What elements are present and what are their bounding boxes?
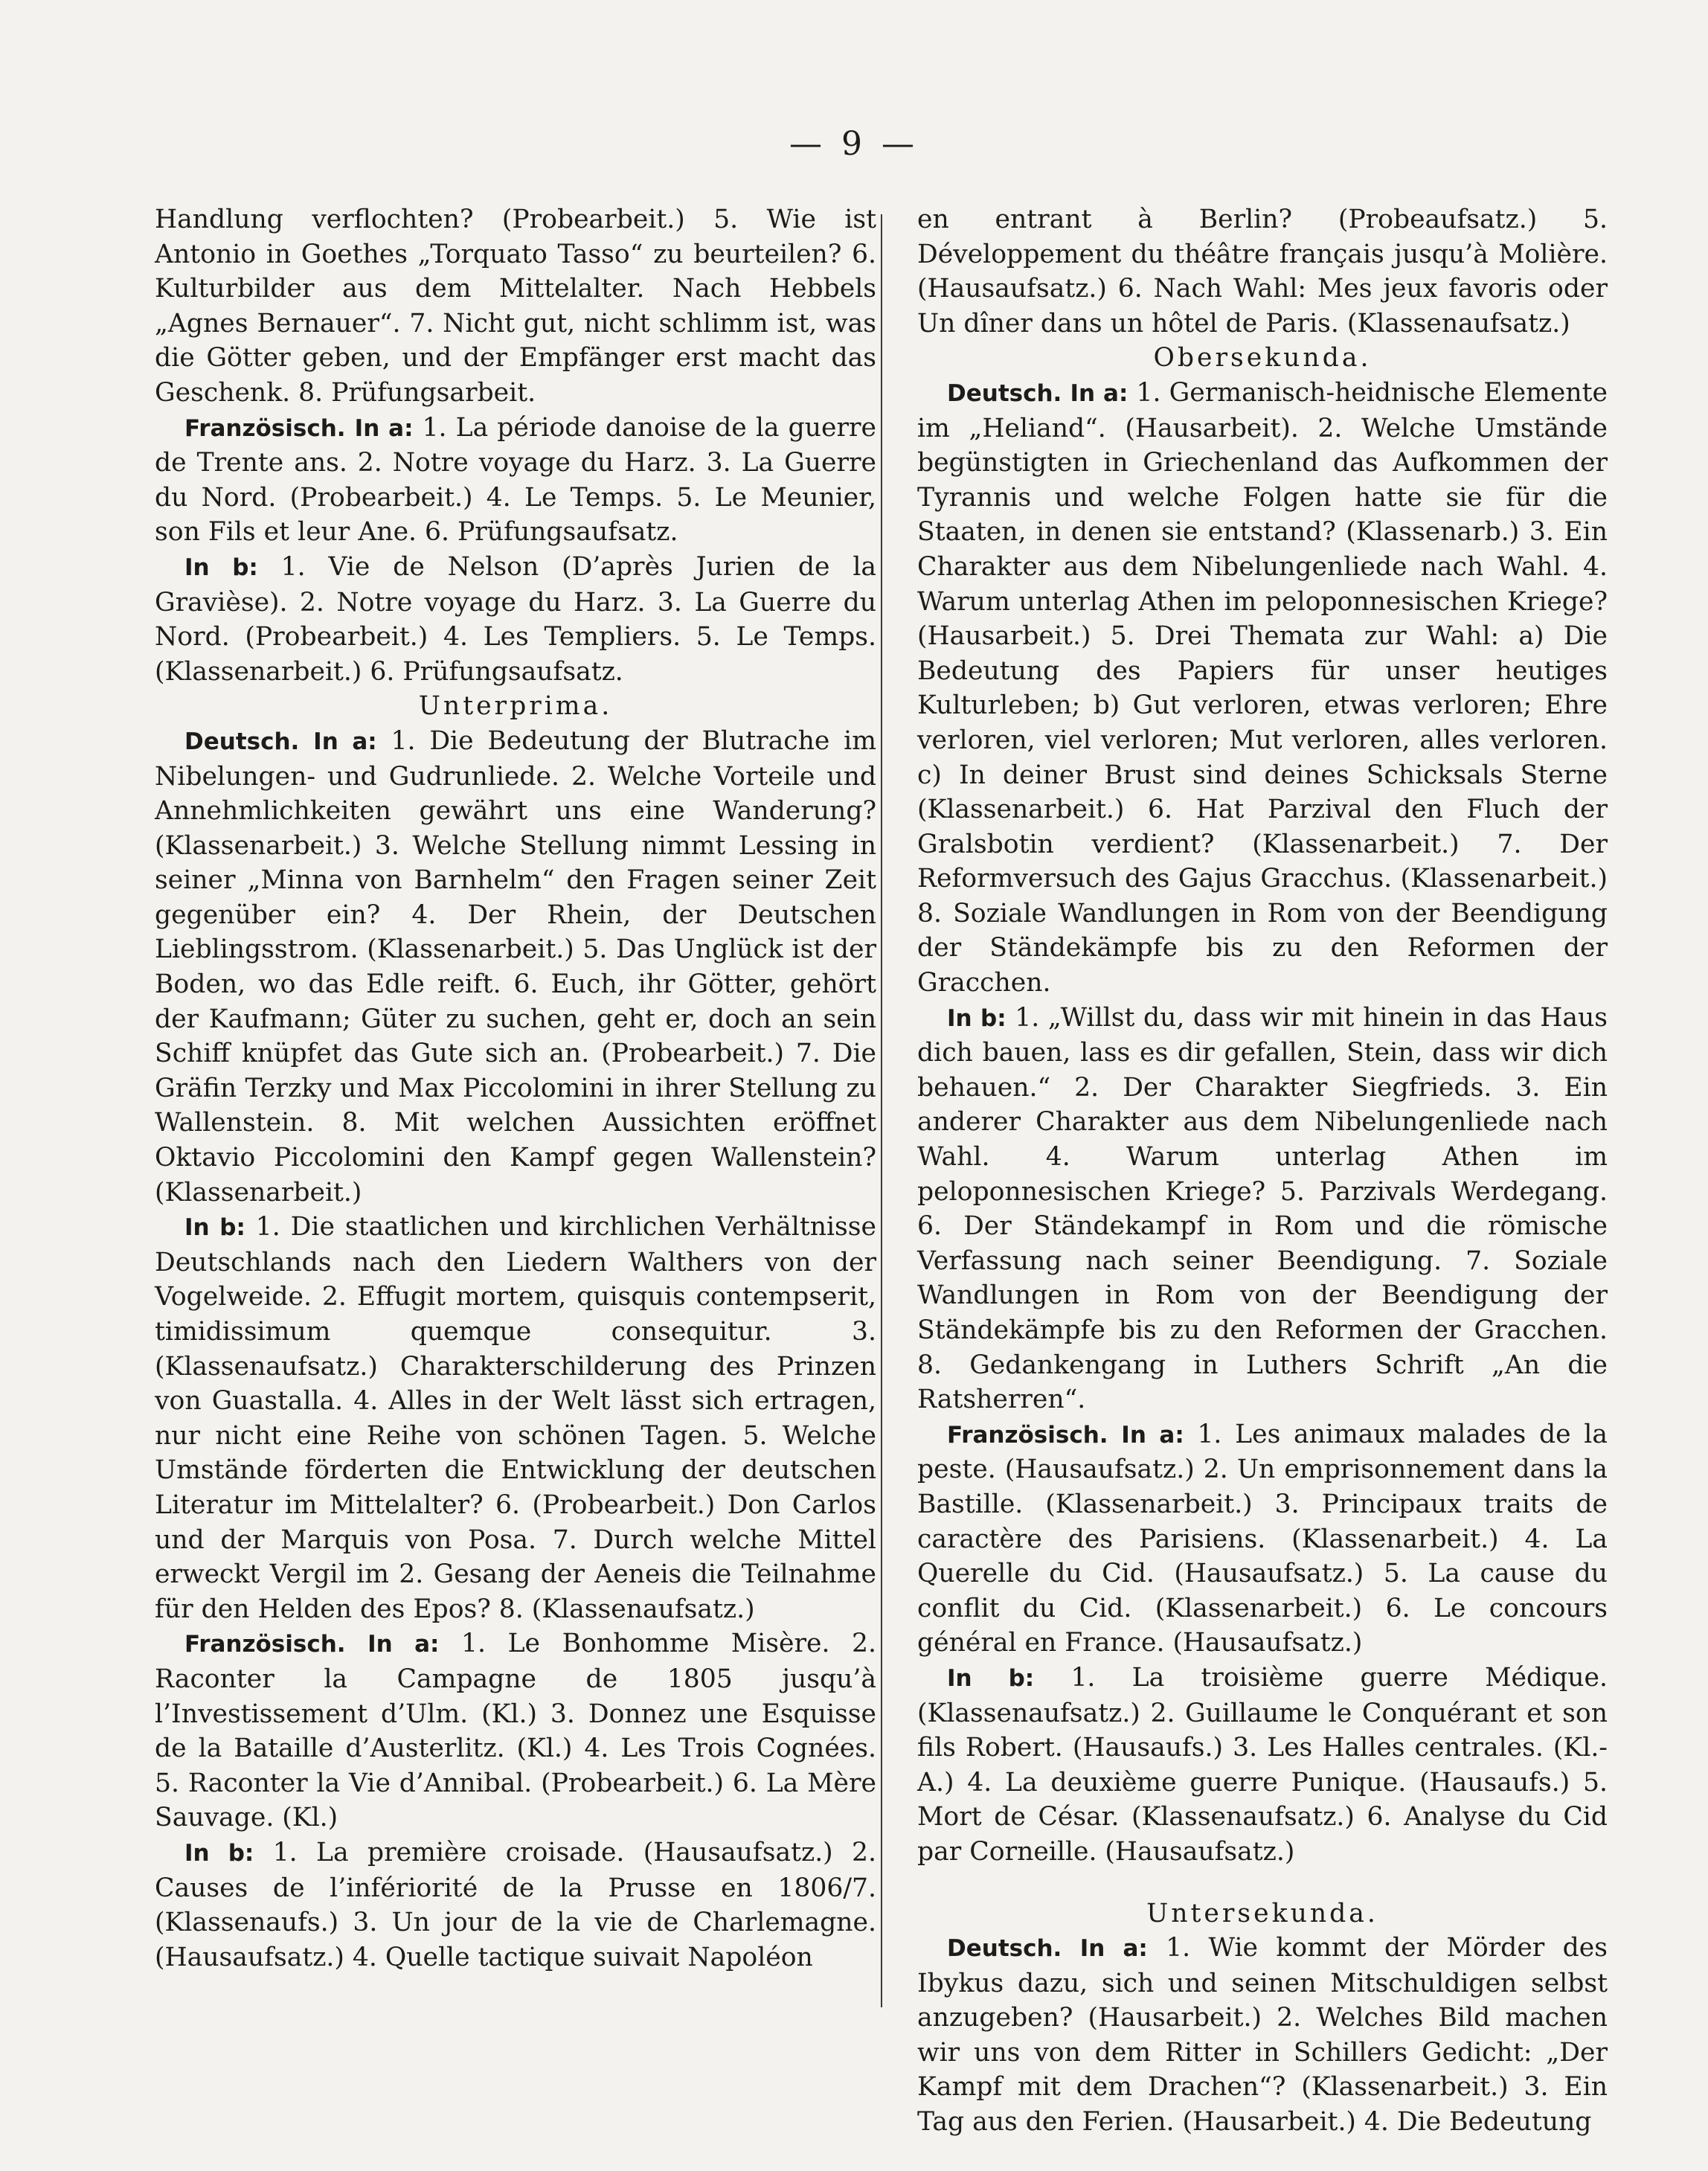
section-label: In b: (184, 554, 258, 581)
paragraph-text: 1. Le Bonhomme Misère. 2. Raconter la Campagne de 1805 jusqu’à l’Investissement d’Ulm. (Kl.) 3. Donnez une Esquisse de la Bataille d’Austerlitz. (Kl.) 4. Les Trois Cognées. 5. Raconter la Vie d’Annibal. (Probearbeit.) 6. La Mère Sauvage. (Kl.) (155, 1629, 876, 1833)
section-label: In a: (367, 1631, 440, 1658)
paragraph (155, 1210, 876, 1626)
section-label: In a: (1070, 379, 1128, 407)
spacer (917, 1870, 1608, 1896)
section-label: In b: (947, 1664, 1035, 1692)
class-heading: Obersekunda. (1153, 343, 1372, 373)
subject-label: Französisch. (184, 1631, 346, 1658)
class-heading: Untersekunda. (1146, 1898, 1378, 1928)
subject-label: Deutsch. (947, 1935, 1062, 1963)
paragraph (155, 411, 876, 550)
subject-label: Deutsch. (184, 728, 300, 755)
left-column (155, 202, 876, 1975)
paragraph (155, 550, 876, 689)
paragraph-text: 1. La première croisade. (Hausaufsatz.) 2. Causes de l’infériorité de la Prusse en 1806/7. (Klassenaufs.) 3. Un jour de la vie de Charlemagne. (Hausaufsatz.) 4. Quelle tactique suivait Napoléon (155, 1837, 876, 1972)
paragraph-text: 1. La troisième guerre Médique. (Klassenaufsatz.) 2. Guillaume le Conquérant et son fils Robert. (Hausaufs.) 3. Les Halles centrales. (Kl.-A.) 4. La deuxième guerre Punique. (Hausaufs.) 5. Mort de César. (Klassenaufsatz.) 6. Analyse du Cid par Corneille. (Hausaufsatz.) (917, 1662, 1608, 1867)
subject-label: Deutsch. (947, 379, 1062, 407)
subject-label: Französisch. (184, 414, 346, 442)
paragraph (917, 1001, 1608, 1417)
paragraph (155, 1835, 876, 1975)
paragraph: Handlung verflochten? (Probearbeit.) 5. Wie ist Antonio in Goethes „Torquato Tasso“ zu beurteilen? 6. Kulturbilder aus dem Mittelalter. Nach Hebbels „Agnes Bernauer“. 7. Nicht gut, nicht schlimm ist, was die Götter geben, und der Empfänger erst macht das Geschenk. 8. Prüfungsarbeit. (155, 205, 876, 408)
paragraph-text: 1. Die Bedeutung der Blutrache im Nibelungen- und Gudrunliede. 2. Welche Vorteile und Annehmlichkeiten gewährt uns eine Wanderung? (Klassenarbeit.) 3. Welche Stellung nimmt Lessing in seiner „Minna von Barnhelm“ den Fragen seiner Zeit gegenüber ein? 4. Der Rhein, der Deutschen Lieblingsstrom. (Klassenarbeit.) 5. Das Unglück ist der Boden, wo das Edle reift. 6. Euch, ihr Götter, gehört der Kaufmann; Güter zu suchen, geht er, doch an sein Schiff knüpfet das Gute sich an. (Probearbeit.) 7. Die Gräfin Terzky und Max Piccolomini in ihrer Stellung zu Wallenstein. 8. Mit welchen Aussichten eröffnet Oktavio Piccolomini den Kampf gegen Wallenstein? (Klassenarbeit.) (155, 725, 877, 1208)
paragraph (917, 1931, 1608, 2140)
paragraph-text: 1. Germanisch-heidnische Elemente im „Heliand“. (Hausarbeit). 2. Welche Umstände begünstigten in Griechenland das Aufkommen der Tyrannis und welche Folgen hatte sie für die Staaten, in denen sie entstand? (Klassenarb.) 3. Ein Charakter aus dem Nibelungenliede nach Wahl. 4. Warum unterlag Athen im peloponnesischen Kriege? (Hausarbeit.) 5. Drei Themata zur Wahl: a) Die Bedeutung des Papiers für unser heutiges Kulturleben; b) Gut verloren, etwas verloren; Ehre verloren, viel verloren; Mut verloren, alles verloren. c) In deiner Brust sind deines Schicksals Sterne (Klassenarbeit.) 6. Hat Parzival den Fluch der Gralsbotin verdient? (Klassenarbeit.) 7. Der Reformversuch des Gajus Gracchus. (Klassenarbeit.) 8. Soziale Wandlungen in Rom von der Beendigung der Ständekämpfe bis zu den Reformen der Gracchen. (917, 377, 1608, 998)
paragraph-text: 1. Vie de Nelson (D’après Jurien de la Gravièse). 2. Notre voyage du Harz. 3. La Guerre du Nord. (Probearbeit.) 4. Les Templiers. 5. Le Temps. (Klassenarbeit.) 6. Prüfungsaufsatz. (155, 551, 876, 687)
paragraph-text: 1. Wie kommt der Mörder des Ibykus dazu, sich und seinen Mitschuldigen selbst anzugeben? (Hausarbeit.) 2. Welches Bild machen wir uns von dem Ritter in Schillers Gedicht: „Der Kampf mit dem Drachen“? (Klassenarbeit.) 3. Ein Tag aus den Ferien. (Hausarbeit.) 4. Die Bedeutung (917, 1933, 1608, 2138)
right-column (917, 202, 1608, 2140)
paragraph-text: 1. „Willst du, dass wir mit hinein in das Haus dich bauen, lass es dir gefallen, Stein, dass wir dich behauen.“ 2. Der Charakter Siegfrieds. 3. Ein anderer Charakter aus dem Nibelungenliede nach Wahl. 4. Warum unterlag Athen im peloponnesischen Kriege? 5. Parzivals Werdegang. 6. Der Ständekampf in Rom und die römische Verfassung nach seiner Beendigung. 7. Soziale Wandlungen in Rom von der Beendigung der Ständekämpfe bis zu den Reformen der Gracchen. 8. Gedankengang in Luthers Schrift „An die Ratsherren“. (917, 1002, 1608, 1415)
subject-label: Französisch. (947, 1421, 1108, 1449)
paragraph-text: 1. Les animaux malades de la peste. (Hausaufsatz.) 2. Un emprisonnement dans la Bastille. (Klassenarbeit.) 3. Principaux traits de caractère des Parisiens. (Klassenarbeit.) 4. La Querelle du Cid. (Hausaufsatz.) 5. La cause du conflit du Cid. (Klassenarbeit.) 6. Le concours général en France. (Hausaufsatz.) (917, 1419, 1608, 1658)
paragraph (917, 1417, 1608, 1661)
paragraph (155, 724, 876, 1210)
section-label: In b: (184, 1214, 245, 1242)
paragraph-text: 1. Die staatlichen und kirchlichen Verhältnisse Deutschlands nach den Liedern Walthers von der Vogelweide. 2. Effugit mortem, quisquis contempserit, timidissimum quemque consequitur. 3. (Klassenaufsatz.) Charakterschilderung des Prinzen von Guastalla. 4. Alles in der Welt lässt sich ertragen, nur nicht eine Reihe von schönen Tagen. 5. Welche Umstände förderten die Entwicklung der deutschen Literatur im Mittelalter? 6. (Probearbeit.) Don Carlos und der Marquis von Posa. 7. Durch welche Mittel erweckt Vergil im 2. Gesang der Aeneis die Teilnahme für den Helden des Epos? 8. (Klassenaufsatz.) (155, 1212, 876, 1624)
column-divider (881, 214, 882, 2007)
page-number: — 9 — (789, 125, 919, 163)
section-label: In b: (947, 1004, 1006, 1032)
paragraph: en entrant à Berlin? (Probeaufsatz.) 5. Développement du théâtre français jusqu’à Molière. (Hausaufsatz.) 6. Nach Wahl: Mes jeux favoris oder Un dîner dans un hôtel de Paris. (Klassenaufsatz.) (917, 205, 1608, 339)
paragraph (917, 1661, 1608, 1870)
section-label: In a: (354, 414, 414, 442)
class-heading: Unterprima. (418, 691, 613, 722)
paragraph (917, 376, 1608, 1001)
section-label: In a: (1079, 1935, 1148, 1963)
section-label: In a: (313, 728, 377, 755)
paragraph (155, 1626, 876, 1835)
section-label: In a: (1121, 1421, 1184, 1449)
section-label: In b: (184, 1839, 254, 1867)
paragraph-text: 1. La période danoise de la guerre de Trente ans. 2. Notre voyage du Harz. 3. La Guerre du Nord. (Probearbeit.) 4. Le Temps. 5. Le Meunier, son Fils et leur Ane. 6. Prüfungsaufsatz. (155, 412, 876, 548)
